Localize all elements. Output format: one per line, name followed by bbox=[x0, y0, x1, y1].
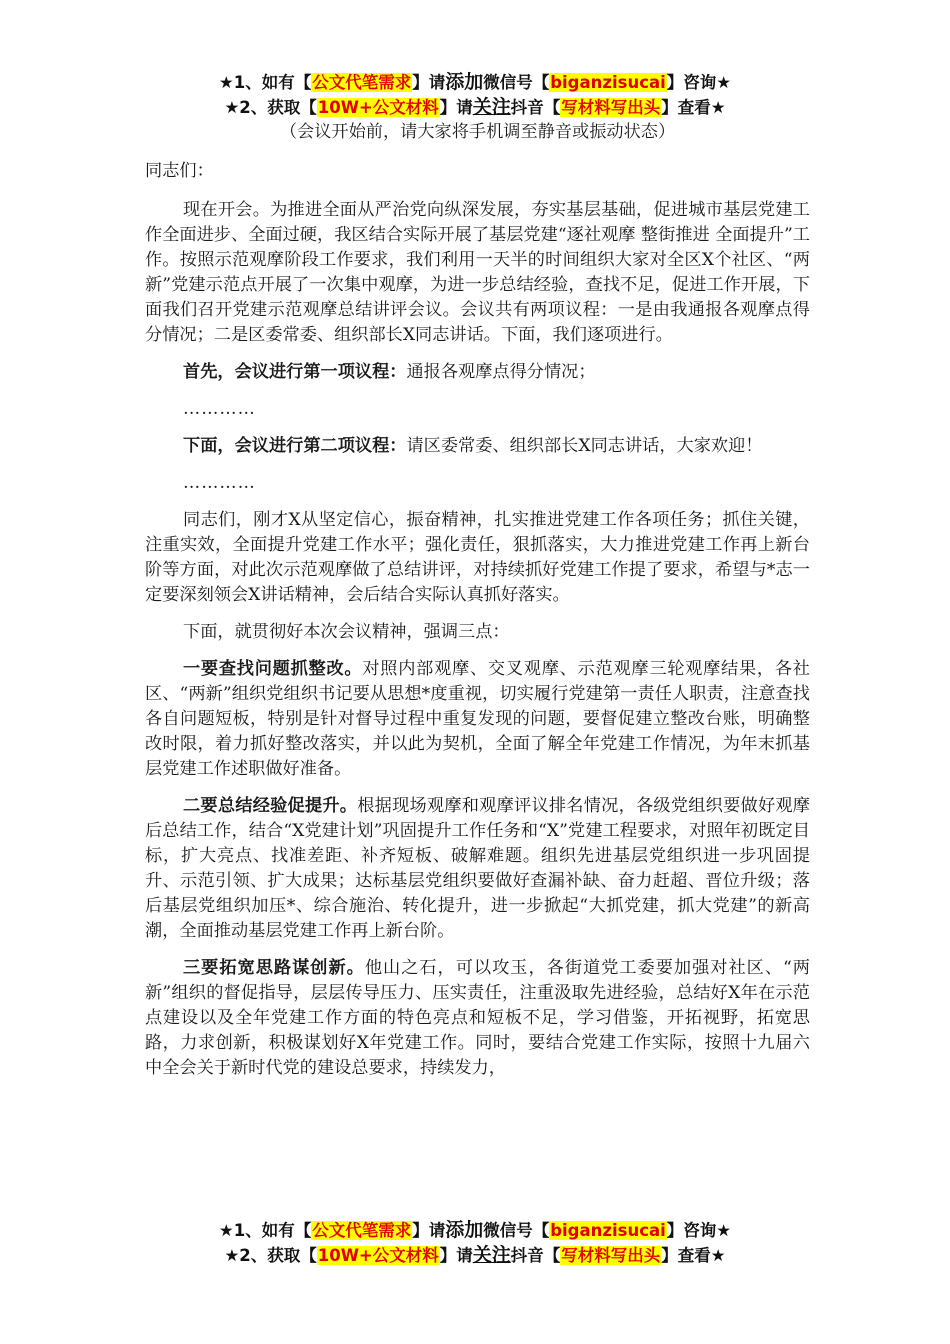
wechat-id: biganzisucai bbox=[550, 73, 666, 92]
douyin-account: 写材料写出头 bbox=[561, 1246, 661, 1265]
paragraph-three-points: 下面，就贯彻好本次会议精神，强调三点： bbox=[183, 622, 510, 642]
agenda-item-1: 首先，会议进行第一项议程：通报各观摩点得分情况； bbox=[183, 362, 596, 382]
point-1: 一要查找问题抓整改。对照内部观摩、交叉观摩、示范观摩三轮观摩结果，各社区、“两新”组织党组织书记要从思想*度重视，切实履行党建第一责任人职责，注意查找各自问题短板，特别是针对督导过程中重复发现的问题，要督促建立整改台账，明确整改时限，着力抓好整改落实，并以此为契机，全面了解全年党建工作情况，为年末抓基层党建工作述职做好准备。 bbox=[145, 659, 810, 779]
banner-highlight: 10W+公文材料 bbox=[317, 1246, 439, 1265]
banner-highlight: 公文代笔需求 bbox=[312, 1221, 412, 1240]
paragraph-opening: 现在开会。为推进全面从严治党向纵深发展，夯实基层基础，促进城市基层党建工作全面进步、全面过硬，我区结合实际开展了基层党建“逐社观摩 整街推进 全面提升”工作。按照示范观摩阶段工作要求，我们利用一天半的时间组织大家对全区X个社区、“两新”党建示范点开展了一次集中观摩，为进一步总结经验，查找不足，促进工作开展，下面我们召开党建示范观摩总结讲评会议。会议共有两项议程：一是由我通报各观摩点得分情况；二是区委常委、组织部长X同志讲话。下面，我们逐项进行。 bbox=[145, 200, 810, 345]
banner-line-2: ★2、获取【10W+公文材料】请关注抖音【写材料写出头】查看★ bbox=[224, 96, 726, 118]
top-banner bbox=[0, 70, 950, 120]
banner-highlight: 10W+公文材料 bbox=[317, 98, 439, 117]
point-3: 三要拓宽思路谋创新。他山之石，可以攻玉，各街道党工委要加强对社区、“两新”组织的督促指导，层层传导压力、压实责任，注重汲取先进经验，总结好X年在示范点建设以及全年党建工作方面的特色亮点和短板不足，学习借鉴，开拓视野，拓宽思路，力求创新，积极谋划好X年党建工作。同时，要结合党建工作实际，按照十九届六中全会关于新时代党的建设总要求，持续发力， bbox=[145, 958, 810, 1078]
bottom-banner bbox=[0, 1218, 950, 1268]
ellipsis-2: ………… bbox=[183, 473, 256, 493]
agenda-item-2: 下面，会议进行第二项议程：请区委常委、组织部长X同志讲话，大家欢迎！ bbox=[183, 436, 763, 456]
document-body bbox=[145, 120, 810, 1081]
banner-line-1: ★1、如有【公文代笔需求】请添加微信号【biganzisucai】咨询★ bbox=[218, 1219, 732, 1241]
ellipsis-1: ………… bbox=[183, 399, 256, 419]
greeting: 同志们： bbox=[145, 161, 214, 181]
douyin-account: 写材料写出头 bbox=[561, 98, 661, 117]
notice-text: （会议开始前，请大家将手机调至静音或振动状态） bbox=[279, 122, 676, 142]
wechat-id: biganzisucai bbox=[550, 1221, 666, 1240]
banner-line-2: ★2、获取【10W+公文材料】请关注抖音【写材料写出头】查看★ bbox=[224, 1244, 726, 1266]
paragraph-summary: 同志们，刚才X从坚定信心，振奋精神，扎实推进党建工作各项任务；抓住关键，注重实效，全面提升党建工作水平；强化责任，狠抓落实，大力推进党建工作再上新台阶等方面，对此次示范观摩做了总结讲评，对持续抓好党建工作提了要求，希望与*志一定要深刻领会X讲话精神，会后结合实际认真抓好落实。 bbox=[145, 510, 810, 605]
point-2: 二要总结经验促提升。根据现场观摩和观摩评议排名情况，各级党组织要做好观摩后总结工作，结合“X党建计划”巩固提升工作任务和“X”党建工程要求，对照年初既定目标，扩大亮点、找准差距、补齐短板、破解难题。组织先进基层党组织进一步巩固提升、示范引领、扩大成果；达标基层党组织要做好查漏补缺、奋力赶超、晋位升级；落后基层党组织加压*、综合施治、转化提升，进一步掀起“大抓党建，抓大党建”的新高潮，全面推动基层党建工作再上新台阶。 bbox=[145, 796, 810, 941]
banner-highlight: 公文代笔需求 bbox=[312, 73, 412, 92]
banner-line-1: ★1、如有【公文代笔需求】请添加微信号【biganzisucai】咨询★ bbox=[218, 71, 732, 93]
